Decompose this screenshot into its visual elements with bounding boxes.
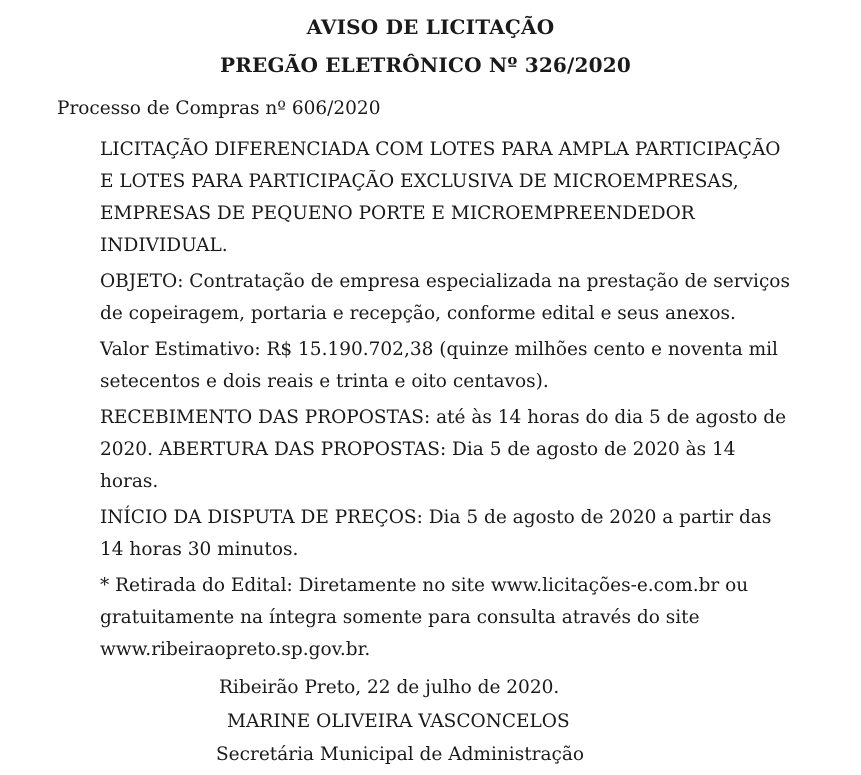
paragraph-object: OBJETO: Contratação de empresa especializada na prestação de serviços de copeiragem, portaria e recepção, conforme edital e seus anexos. — [100, 271, 790, 324]
paragraph-proposals: RECEBIMENTO DAS PROPOSTAS: até às 14 horas do dia 5 de agosto de 2020. ABERTURA DAS PROPOSTAS: Dia 5 de agosto de 2020 às 14 horas. — [100, 407, 787, 492]
paragraph-bidding-type: LICITAÇÃO DIFERENCIADA COM LOTES PARA AMPLA PARTICIPAÇÃO E LOTES PARA PARTICIPAÇÃO EXCLUSIVA DE MICROEMPRESAS, EMPRESAS DE PEQUENO PORTE E MICROEMPREENDEDOR INDIVIDUAL. — [100, 139, 781, 256]
process-number: Processo de Compras nº 606/2020 — [57, 98, 381, 119]
notice-body — [100, 134, 790, 670]
paragraph-edital-retrieval: * Retirada do Edital: Diretamente no site www.licitações-e.com.br ou gratuitamente na íntegra somente para consulta através do site www.ribeiraopreto.sp.gov.br. — [100, 575, 749, 660]
paragraph-dispute-start: INÍCIO DA DISPUTA DE PREÇOS: Dia 5 de agosto de 2020 a partir das 14 horas 30 minutos. — [100, 507, 772, 560]
signature-name: MARINE OLIVEIRA VASCONCELOS — [227, 711, 570, 732]
notice-subtitle: PREGÃO ELETRÔNICO Nº 326/2020 — [219, 53, 632, 77]
signature-role: Secretária Municipal de Administração — [216, 744, 585, 765]
paragraph-estimated-value: Valor Estimativo: R$ 15.190.702,38 (quinze milhões cento e noventa mil setecentos e dois reais e trinta e oito centavos). — [100, 339, 778, 392]
notice-title: AVISO DE LICITAÇÃO — [306, 15, 555, 39]
signature-place-date: Ribeirão Preto, 22 de julho de 2020. — [219, 677, 560, 698]
